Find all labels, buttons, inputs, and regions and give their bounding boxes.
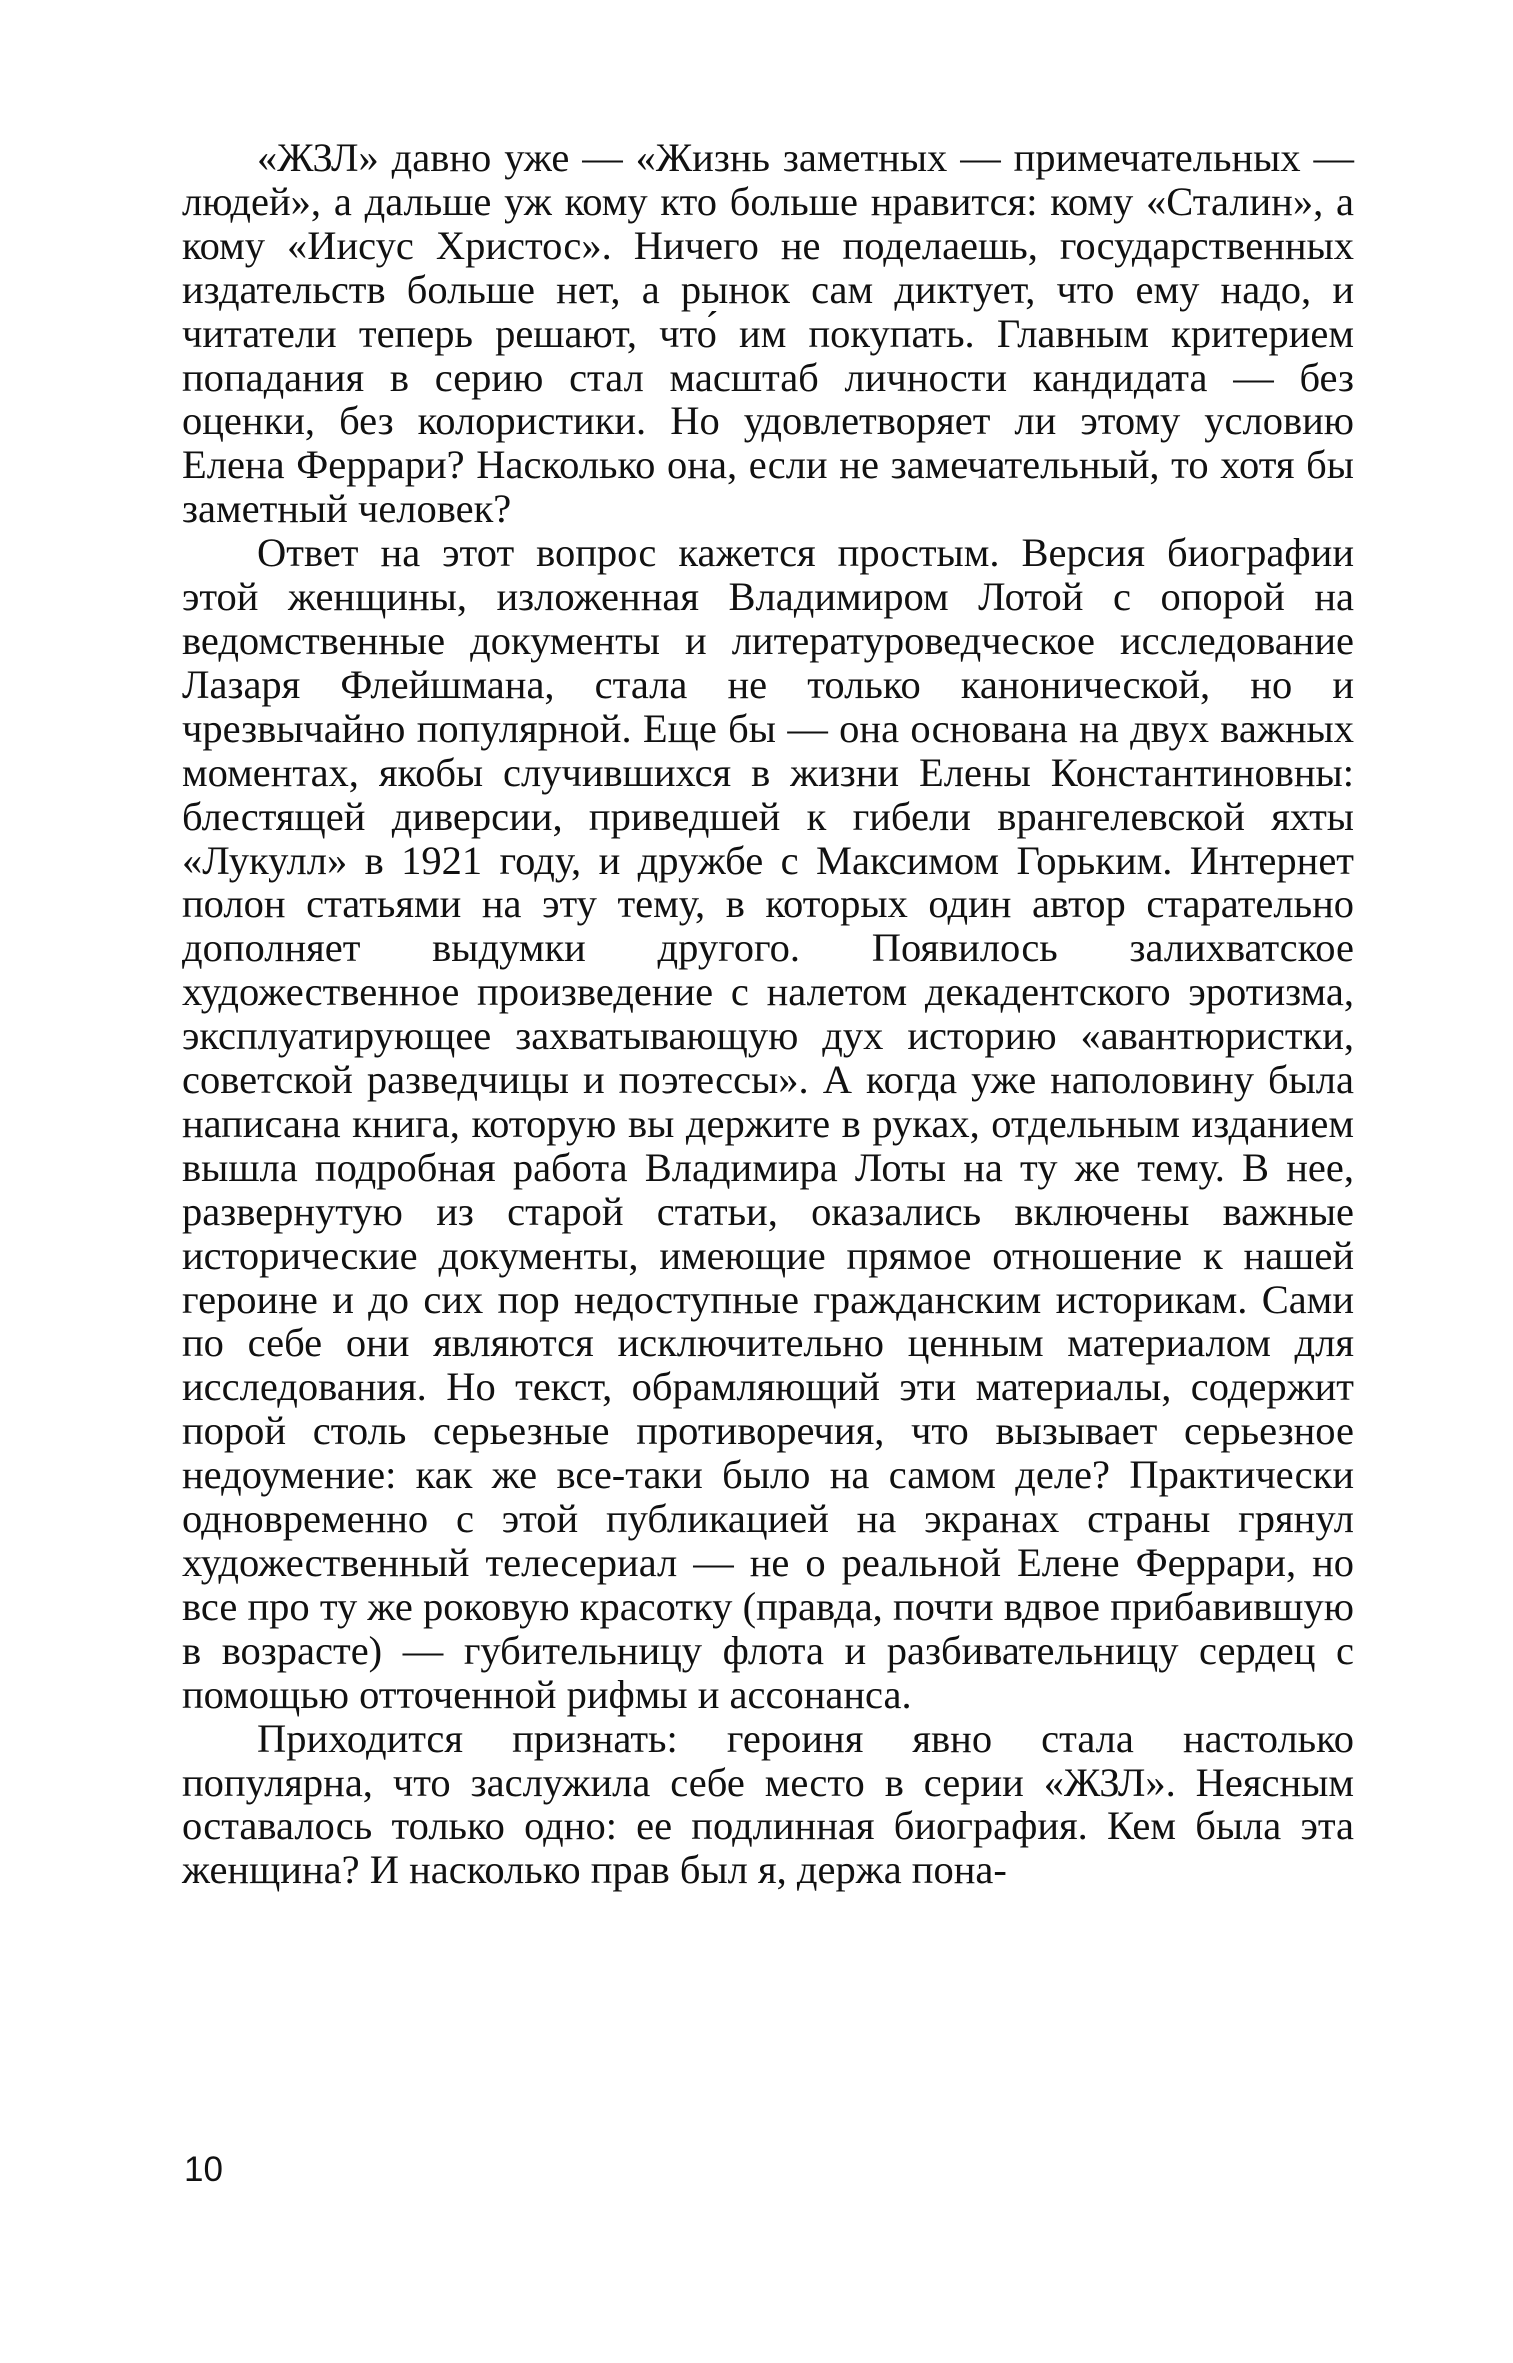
paragraph-1: «ЖЗЛ» давно уже — «Жизнь заметных — примечательных — людей», а дальше уж кому кто больше нравится: кому «Сталин», а кому «Иисус Христос». Ничего не поделаешь, государственных издательств больше нет, а рынок сам диктует, что ему надо, и читатели теперь решают, что́ им покупать. Главным критерием попадания в серию стал масштаб личности кандидата — без оценки, без колористики. Но удовлетворяет ли этому условию Елена Феррари? Насколько она, если не замечательный, то хотя бы заметный человек?: [182, 135, 1354, 532]
body-text: [182, 136, 1354, 1892]
page-number: 10: [184, 2150, 223, 2189]
paragraph-3: Приходится признать: героиня явно стала настолько популярна, что заслужила себе место в серии «ЖЗЛ». Неясным оставалось только одно: ее подлинная биография. Кем была эта женщина? И насколько прав был я, держа пона-: [182, 1715, 1354, 1893]
paragraph-2: Ответ на этот вопрос кажется простым. Версия биографии этой женщины, изложенная Владимиром Лотой с опорой на ведомственные документы и литературоведческое исследование Лазаря Флейшмана, стала не только канонической, но и чрезвычайно популярной. Еще бы — она основана на двух важных моментах, якобы случившихся в жизни Елены Константиновны: блестящей диверсии, приведшей к гибели врангелевской яхты «Лукулл» в 1921 году, и дружбе с Максимом Горьким. Интернет полон статьями на эту тему, в которых один автор старательно дополняет выдумки другого. Появилось залихватское художественное произведение с налетом декадентского эротизма, эксплуатирующее захватывающую дух историю «авантюристки, советской разведчицы и поэтессы». А когда уже наполовину была написана книга, которую вы держите в руках, отдельным изданием вышла подробная работа Владимира Лоты на ту же тему. В нее, развернутую из старой статьи, оказались включены важные исторические документы, имеющие прямое отношение к нашей героине и до сих пор недоступные гражданским историкам. Сами по себе они являются исключительно ценным материалом для исследования. Но текст, обрамляющий эти материалы, содержит порой столь серьезные противоречия, что вызывает серьезное недоумение: как же все-таки было на самом деле? Практически одновременно с этой публикацией на экранах страны грянул художественный телесериал — не о реальной Елене Феррари, но все про ту же роковую красотку (правда, почти вдвое прибавившую в возрасте) — губительницу флота и разбивательницу сердец с помощью отточенной рифмы и ассонанса.: [182, 530, 1354, 1717]
